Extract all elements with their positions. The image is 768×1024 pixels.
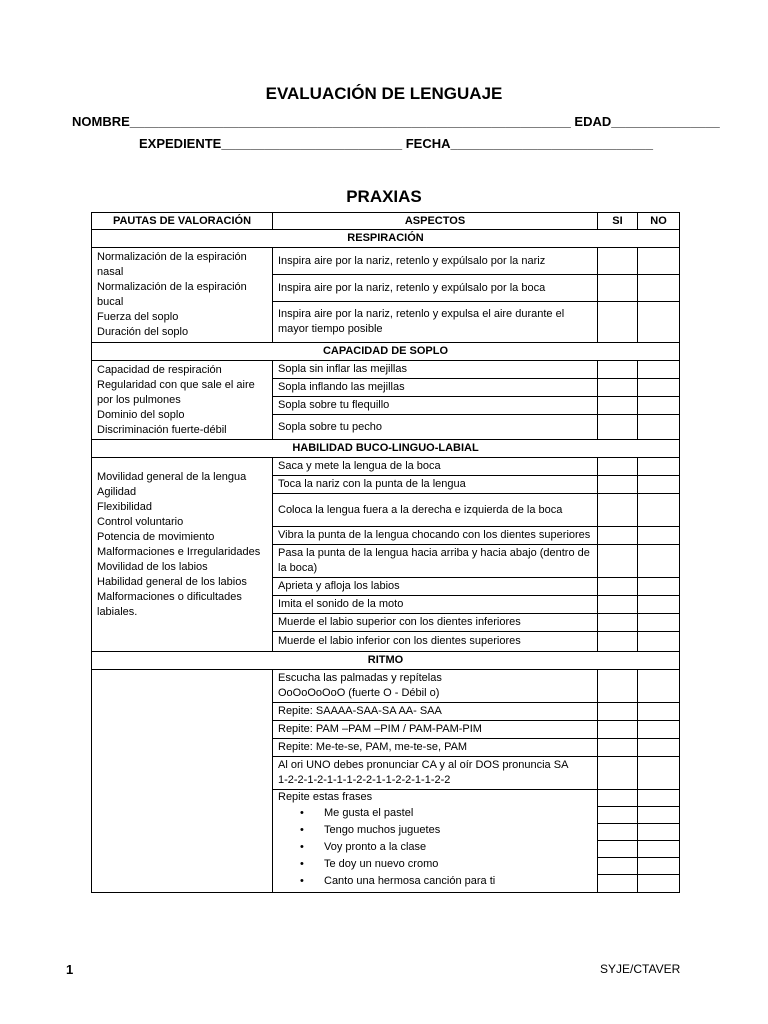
no-cell[interactable] <box>638 476 680 494</box>
si-cell[interactable] <box>598 614 638 632</box>
no-cell[interactable] <box>638 841 679 858</box>
aspecto-cell <box>273 670 598 703</box>
si-cell[interactable] <box>598 397 638 415</box>
no-cell-group <box>638 790 680 893</box>
page-number: 1 <box>66 962 74 977</box>
aspecto-cell: Coloca la lengua fuera a la derecha e izquierda de la boca <box>273 494 598 527</box>
table-row <box>92 248 680 275</box>
no-cell[interactable] <box>638 632 680 652</box>
aspecto-cell: Repite: SAAAA-SAA-SA AA- SAA <box>273 703 598 721</box>
nombre-edad-line: NOMBRE_____________________________________________________________ EDAD_______________ <box>72 114 720 129</box>
pauta-item: Dominio del soplo <box>97 409 185 421</box>
si-cell[interactable] <box>598 670 638 703</box>
header-aspectos: ASPECTOS <box>273 213 598 230</box>
table-row <box>92 361 680 379</box>
no-cell[interactable] <box>638 361 680 379</box>
no-cell[interactable] <box>638 721 680 739</box>
category-buco: HABILIDAD BUCO-LINGUO-LABIAL <box>92 440 680 458</box>
document-title: EVALUACIÓN DE LENGUAJE <box>265 84 503 103</box>
aspecto-cell: Muerde el labio inferior con los dientes superiores <box>273 632 598 652</box>
si-cell[interactable] <box>598 858 637 875</box>
pauta-item: Potencia de movimiento <box>97 531 215 543</box>
aspecto-line: Al ori UNO debes pronunciar CA y al oír DOS pronuncia SA <box>278 759 569 771</box>
aspecto-cell: Sopla sin inflar las mejillas <box>273 361 598 379</box>
category-row <box>92 440 680 458</box>
category-row <box>92 652 680 670</box>
aspecto-cell: Imita el sonido de la moto <box>273 596 598 614</box>
aspecto-cell: Sopla sobre tu flequillo <box>273 397 598 415</box>
si-cell[interactable] <box>598 841 637 858</box>
no-cell[interactable] <box>638 670 680 703</box>
no-cell[interactable] <box>638 596 680 614</box>
pauta-item: Duración del soplo <box>97 326 189 338</box>
aspecto-cell: Inspira aire por la nariz, retenlo y expúlsalo por la boca <box>273 275 598 302</box>
si-cell[interactable] <box>598 545 638 578</box>
si-cell[interactable] <box>598 379 638 397</box>
si-cell[interactable] <box>598 596 638 614</box>
si-cell[interactable] <box>598 458 638 476</box>
aspecto-cell: Repite: PAM –PAM –PIM / PAM-PAM-PIM <box>273 721 598 739</box>
no-cell[interactable] <box>638 875 679 890</box>
si-cell[interactable] <box>598 275 638 302</box>
aspecto-cell: Inspira aire por la nariz, retenlo y expulsa el aire durante el mayor tiempo posible <box>273 302 598 343</box>
pauta-item: Capacidad de respiración <box>97 364 222 376</box>
no-cell[interactable] <box>638 379 680 397</box>
aspecto-cell <box>273 757 598 790</box>
category-ritmo: RITMO <box>92 652 680 670</box>
list-item: • Te doy un nuevo cromo <box>278 857 592 874</box>
pautas-buco <box>92 458 273 652</box>
pauta-item: Habilidad general de los labios <box>97 576 247 588</box>
no-cell[interactable] <box>638 415 680 440</box>
aspecto-cell: Saca y mete la lengua de la boca <box>273 458 598 476</box>
no-cell[interactable] <box>638 397 680 415</box>
category-respiracion: RESPIRACIÓN <box>92 230 680 248</box>
no-cell[interactable] <box>638 458 680 476</box>
no-cell[interactable] <box>638 614 680 632</box>
header-pautas: PAUTAS DE VALORACIÓN <box>92 213 273 230</box>
no-cell[interactable] <box>638 578 680 596</box>
aspecto-line: Escucha las palmadas y repítelas <box>278 672 442 684</box>
header-no: NO <box>638 213 680 230</box>
si-cell[interactable] <box>598 739 638 757</box>
pauta-item: Control voluntario <box>97 516 184 528</box>
list-item: • Tengo muchos juguetes <box>278 823 592 840</box>
aspecto-cell: Pasa la punta de la lengua hacia arriba y hacia abajo (dentro de la boca) <box>273 545 598 578</box>
no-cell[interactable] <box>638 703 680 721</box>
pauta-item: Agilidad <box>97 486 137 498</box>
si-cell[interactable] <box>598 248 638 275</box>
no-cell[interactable] <box>638 494 680 527</box>
si-cell[interactable] <box>598 632 638 652</box>
list-item: • Voy pronto a la clase <box>278 840 592 857</box>
no-cell[interactable] <box>638 790 679 807</box>
pauta-item: Malformaciones o dificultades labiales. <box>97 591 242 618</box>
aspecto-cell: Repite: Me-te-se, PAM, me-te-se, PAM <box>273 739 598 757</box>
list-item: • Canto una hermosa canción para ti <box>278 874 592 891</box>
frases-label: Repite estas frases <box>278 791 373 803</box>
header-si: SI <box>598 213 638 230</box>
table-row <box>92 458 680 476</box>
list-item: • Me gusta el pastel <box>278 806 592 823</box>
praxias-table <box>91 212 680 893</box>
si-cell[interactable] <box>598 476 638 494</box>
pauta-item: Movilidad general de la lengua <box>97 471 247 483</box>
frases-cell <box>273 790 598 893</box>
pauta-item: Movilidad de los labios <box>97 561 208 573</box>
pauta-item: Discriminación fuerte-débil <box>97 424 227 436</box>
aspecto-line: OoOoOoOoO (fuerte O - Débil o) <box>278 687 440 699</box>
si-cell[interactable] <box>598 824 637 841</box>
aspecto-cell: Vibra la punta de la lengua chocando con los dientes superiores <box>273 527 598 545</box>
aspecto-cell: Sopla sobre tu pecho <box>273 415 598 440</box>
table-header-row <box>92 213 680 230</box>
pautas-ritmo-empty <box>92 670 273 893</box>
si-cell[interactable] <box>598 527 638 545</box>
si-cell[interactable] <box>598 790 637 807</box>
category-row <box>92 230 680 248</box>
no-cell[interactable] <box>638 248 680 275</box>
no-cell[interactable] <box>638 807 679 824</box>
si-cell[interactable] <box>598 578 638 596</box>
pauta-item: Fuerza del soplo <box>97 311 179 323</box>
section-title: PRAXIAS <box>346 187 422 206</box>
table-row <box>92 670 680 703</box>
si-cell[interactable] <box>598 807 637 824</box>
aspecto-cell: Aprieta y afloja los labios <box>273 578 598 596</box>
no-cell[interactable] <box>638 545 680 578</box>
si-cell[interactable] <box>598 415 638 440</box>
pauta-item: Normalización de la espiración nasal <box>97 251 247 278</box>
si-cell[interactable] <box>598 361 638 379</box>
si-cell[interactable] <box>598 875 637 890</box>
si-cell[interactable] <box>598 302 638 343</box>
no-cell[interactable] <box>638 302 680 343</box>
si-cell[interactable] <box>598 494 638 527</box>
no-cell[interactable] <box>638 527 680 545</box>
no-cell[interactable] <box>638 824 679 841</box>
no-cell[interactable] <box>638 858 679 875</box>
pautas-soplo <box>92 361 273 440</box>
category-soplo: CAPACIDAD DE SOPLO <box>92 343 680 361</box>
si-cell[interactable] <box>598 721 638 739</box>
frases-list <box>278 806 592 891</box>
si-cell[interactable] <box>598 757 638 790</box>
pauta-item: Normalización de la espiración bucal <box>97 281 247 308</box>
pauta-item: Regularidad con que sale el aire por los pulmones <box>97 379 255 406</box>
si-cell-group <box>598 790 638 893</box>
aspecto-cell: Sopla inflando las mejillas <box>273 379 598 397</box>
aspecto-cell: Muerde el labio superior con los dientes inferiores <box>273 614 598 632</box>
si-cell[interactable] <box>598 703 638 721</box>
aspecto-cell: Inspira aire por la nariz, retenlo y expúlsalo por la nariz <box>273 248 598 275</box>
pautas-respiracion <box>92 248 273 343</box>
pauta-item: Flexibilidad <box>97 501 153 513</box>
no-cell[interactable] <box>638 757 680 790</box>
expediente-fecha-line: EXPEDIENTE_________________________ FECHA____________________________ <box>139 136 653 151</box>
footer-code: SYJE/CTAVER <box>600 962 681 976</box>
pauta-item: Malformaciones e Irregularidades <box>97 546 261 558</box>
no-cell[interactable] <box>638 739 680 757</box>
no-cell[interactable] <box>638 275 680 302</box>
aspecto-cell: Toca la nariz con la punta de la lengua <box>273 476 598 494</box>
category-row <box>92 343 680 361</box>
aspecto-line: 1-2-2-1-2-1-1-1-2-2-1-1-2-2-1-1-2-2 <box>278 774 451 786</box>
